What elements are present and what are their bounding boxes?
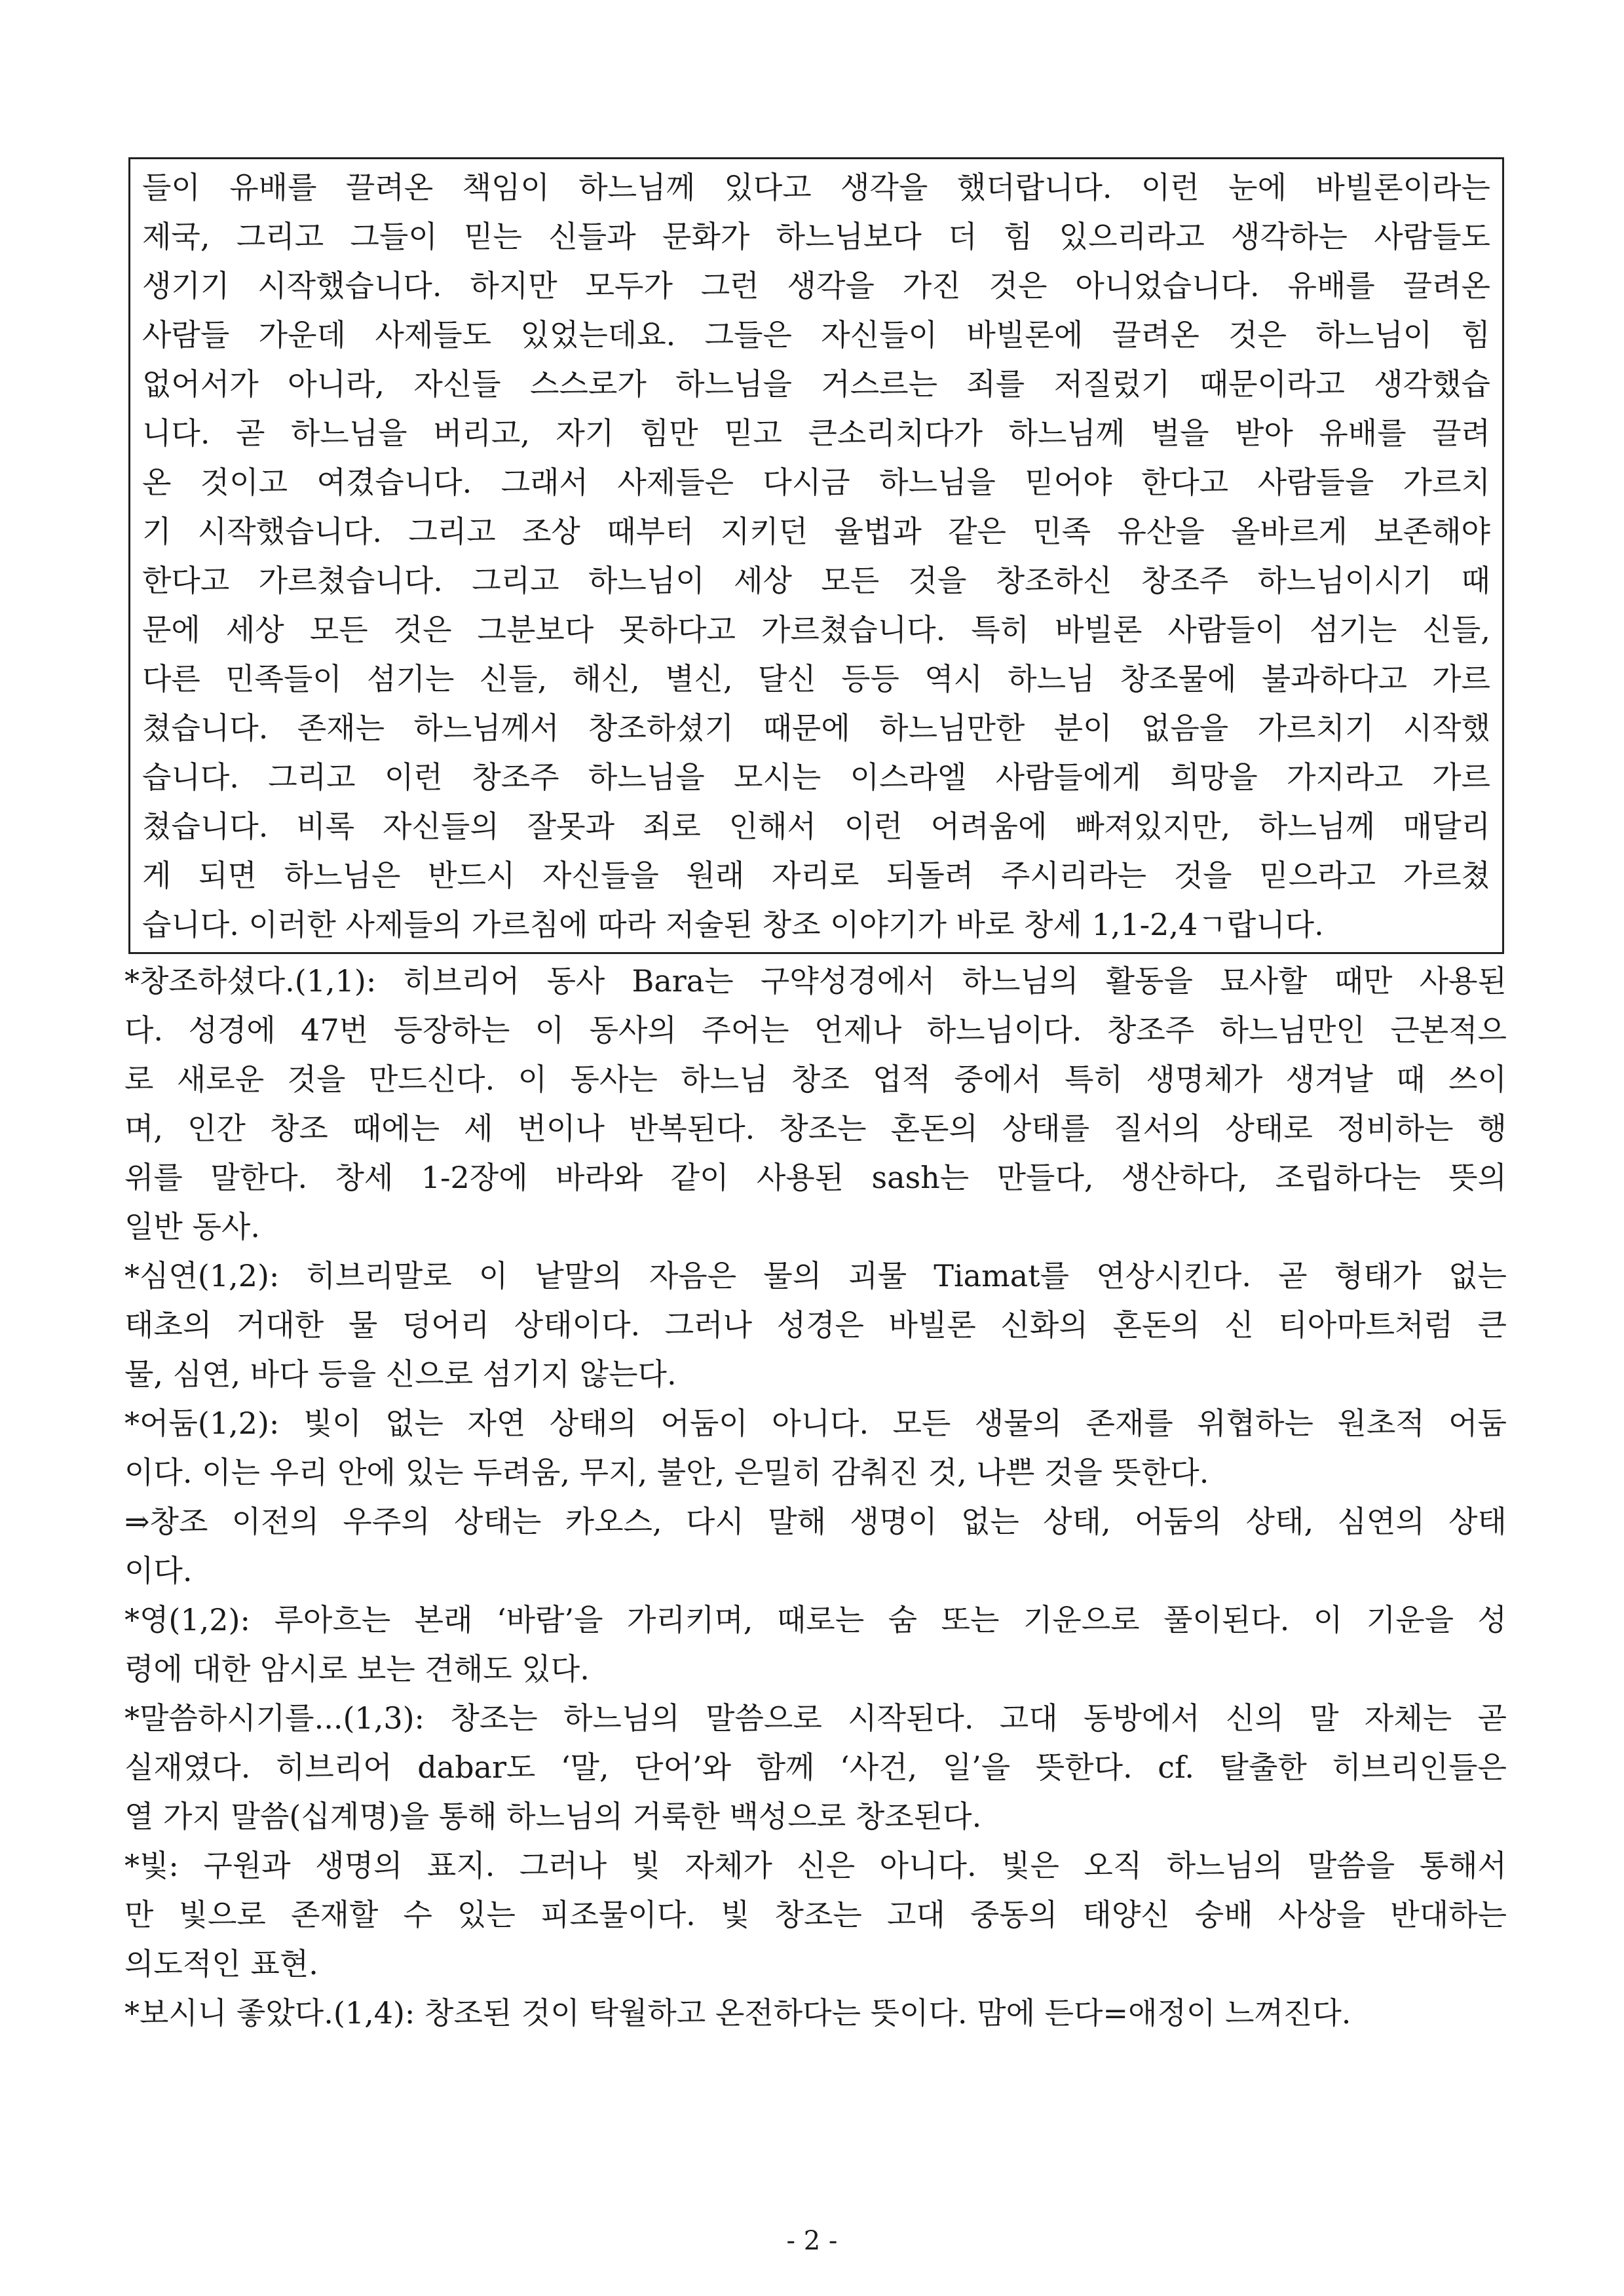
footnote-entry (124, 1497, 1507, 1596)
footnote-line: *빛: 구원과 생명의 표지. 그러나 빛 자체가 신은 아니다. 빛은 오직 하느님의 말씀을 통해서 (124, 1848, 1507, 1883)
footnote-line: 령에 대한 암시로 보는 견해도 있다. (124, 1651, 590, 1687)
boxed-paragraph-line: 생기기 시작했습니다. 하지만 모두가 그런 생각을 가진 것은 아니었습니다. 유배를 끌려온 (142, 268, 1490, 303)
footnote-entry (124, 957, 1507, 1252)
footnote-line: 실재였다. 히브리어 dabar도 ‘말, 단어’와 함께 ‘사건, 일’을 뜻한다. cf. 탈출한 히브리인들은 (124, 1750, 1507, 1785)
footnote-line: *심연(1,2): 히브리말로 이 낱말의 자음은 물의 괴물 Tiamat를 연상시킨다. 곧 형태가 없는 (124, 1258, 1507, 1293)
boxed-paragraph-line: 니다. 곧 하느님을 버리고, 자기 힘만 믿고 큰소리치다가 하느님께 벌을 받아 유배를 끌려 (142, 415, 1490, 451)
footnote-line: 위를 말한다. 창세 1-2장에 바라와 같이 사용된 sash는 만들다, 생산하다, 조립하다는 뜻의 (124, 1160, 1507, 1195)
boxed-paragraph-line: 기 시작했습니다. 그리고 조상 때부터 지키던 율법과 같은 민족 유산을 올바르게 보존해야 (142, 514, 1490, 549)
boxed-paragraph-line: 쳤습니다. 존재는 하느님께서 창조하셨기 때문에 하느님만한 분이 없음을 가르치기 시작했 (142, 710, 1490, 746)
footnote-entry (124, 1694, 1507, 1841)
footnote-line: *창조하셨다.(1,1): 히브리어 동사 Bara는 구약성경에서 하느님의 활동을 묘사할 때만 사용된 (124, 963, 1507, 999)
boxed-paragraph (128, 157, 1504, 954)
boxed-paragraph-line: 습니다. 그리고 이런 창조주 하느님을 모시는 이스라엘 사람들에게 희망을 가지라고 가르 (142, 759, 1490, 795)
footnote-line: *말씀하시기를...(1,3): 창조는 하느님의 말씀으로 시작된다. 고대 동방에서 신의 말 자체는 곧 (124, 1700, 1507, 1736)
boxed-paragraph-line: 온 것이고 여겼습니다. 그래서 사제들은 다시금 하느님을 믿어야 한다고 사람들을 가르치 (142, 465, 1490, 500)
boxed-paragraph-line: 게 되면 하느님은 반드시 자신들을 원래 자리로 되돌려 주시리라는 것을 믿으라고 가르쳤 (142, 858, 1490, 893)
footnote-line: 열 가지 말씀(십계명)을 통해 하느님의 거룩한 백성으로 창조된다. (124, 1799, 982, 1834)
boxed-paragraph-line: 다른 민족들이 섬기는 신들, 해신, 별신, 달신 등등 역시 하느님 창조물에 불과하다고 가르 (142, 661, 1490, 697)
footnotes-section (124, 957, 1507, 2038)
document-page (124, 157, 1507, 2038)
footnote-line: 로 새로운 것을 만드신다. 이 동사는 하느님 창조 업적 중에서 특히 생명체가 생겨날 때 쓰이 (124, 1062, 1507, 1097)
boxed-paragraph-line: 문에 세상 모든 것은 그분보다 못하다고 가르쳤습니다. 특히 바빌론 사람들이 섬기는 신들, (142, 612, 1490, 647)
footnote-line: *어둠(1,2): 빛이 없는 자연 상태의 어둠이 아니다. 모든 생물의 존재를 위협하는 원초적 어둠 (124, 1406, 1507, 1441)
boxed-paragraph-line: 제국, 그리고 그들이 믿는 신들과 문화가 하느님보다 더 힘 있으리라고 생각하는 사람들도 (142, 219, 1490, 254)
footnote-entry (124, 1252, 1507, 1399)
footnote-entry (124, 1989, 1507, 2038)
footnote-entry (124, 1399, 1507, 1497)
footnote-line: 며, 인간 창조 때에는 세 번이나 반복된다. 창조는 혼돈의 상태를 질서의 상태로 정비하는 행 (124, 1111, 1507, 1146)
footnote-line: 일반 동사. (124, 1209, 260, 1244)
footnote-line: 태초의 거대한 물 덩어리 상태이다. 그러나 성경은 바빌론 신화의 혼돈의 신 티아마트처럼 큰 (124, 1307, 1507, 1343)
boxed-paragraph-line: 쳤습니다. 비록 자신들의 잘못과 죄로 인해서 이런 어려움에 빠져있지만, 하느님께 매달리 (142, 809, 1490, 844)
boxed-paragraph-line: 없어서가 아니라, 자신들 스스로가 하느님을 거스르는 죄를 저질렀기 때문이라고 생각했습 (142, 366, 1490, 402)
footnote-line: ⇒창조 이전의 우주의 상태는 카오스, 다시 말해 생명이 없는 상태, 어둠의 상태, 심연의 상태 (124, 1504, 1507, 1539)
footnote-line: *영(1,2): 루아흐는 본래 ‘바람’을 가리키며, 때로는 숨 또는 기운으로 풀이된다. 이 기운을 성 (124, 1602, 1507, 1637)
boxed-paragraph-line: 사람들 가운데 사제들도 있었는데요. 그들은 자신들이 바빌론에 끌려온 것은 하느님이 힘 (142, 317, 1490, 353)
footnote-line: 물, 심연, 바다 등을 신으로 섬기지 않는다. (124, 1356, 677, 1392)
footnote-line: 이다. (124, 1553, 193, 1588)
footnote-line: 만 빛으로 존재할 수 있는 피조물이다. 빛 창조는 고대 중동의 태양신 숭배 사상을 반대하는 (124, 1897, 1507, 1932)
boxed-paragraph-line: 습니다. 이러한 사제들의 가르침에 따라 저술된 창조 이야기가 바로 창세 1,1-2,4ㄱ랍니다. (142, 907, 1324, 942)
page-number: - 2 - (786, 2226, 838, 2256)
boxed-paragraph-line: 한다고 가르쳤습니다. 그리고 하느님이 세상 모든 것을 창조하신 창조주 하느님이시기 때 (142, 563, 1490, 598)
footnote-line: *보시니 좋았다.(1,4): 창조된 것이 탁월하고 온전하다는 뜻이다. 맘에 든다=애정이 느껴진다. (124, 1995, 1351, 2031)
footnote-line: 이다. 이는 우리 안에 있는 두려움, 무지, 불안, 은밀히 감춰진 것, 나쁜 것을 뜻한다. (124, 1455, 1209, 1490)
boxed-paragraph-line: 들이 유배를 끌려온 책임이 하느님께 있다고 생각을 했더랍니다. 이런 눈에 바빌론이라는 (142, 170, 1490, 205)
footnote-line: 다. 성경에 47번 등장하는 이 동사의 주어는 언제나 하느님이다. 창조주 하느님만인 근본적으 (124, 1012, 1507, 1048)
footnote-line: 의도적인 표현. (124, 1946, 318, 1981)
footnote-entry (124, 1596, 1507, 1694)
footnote-entry (124, 1841, 1507, 1989)
